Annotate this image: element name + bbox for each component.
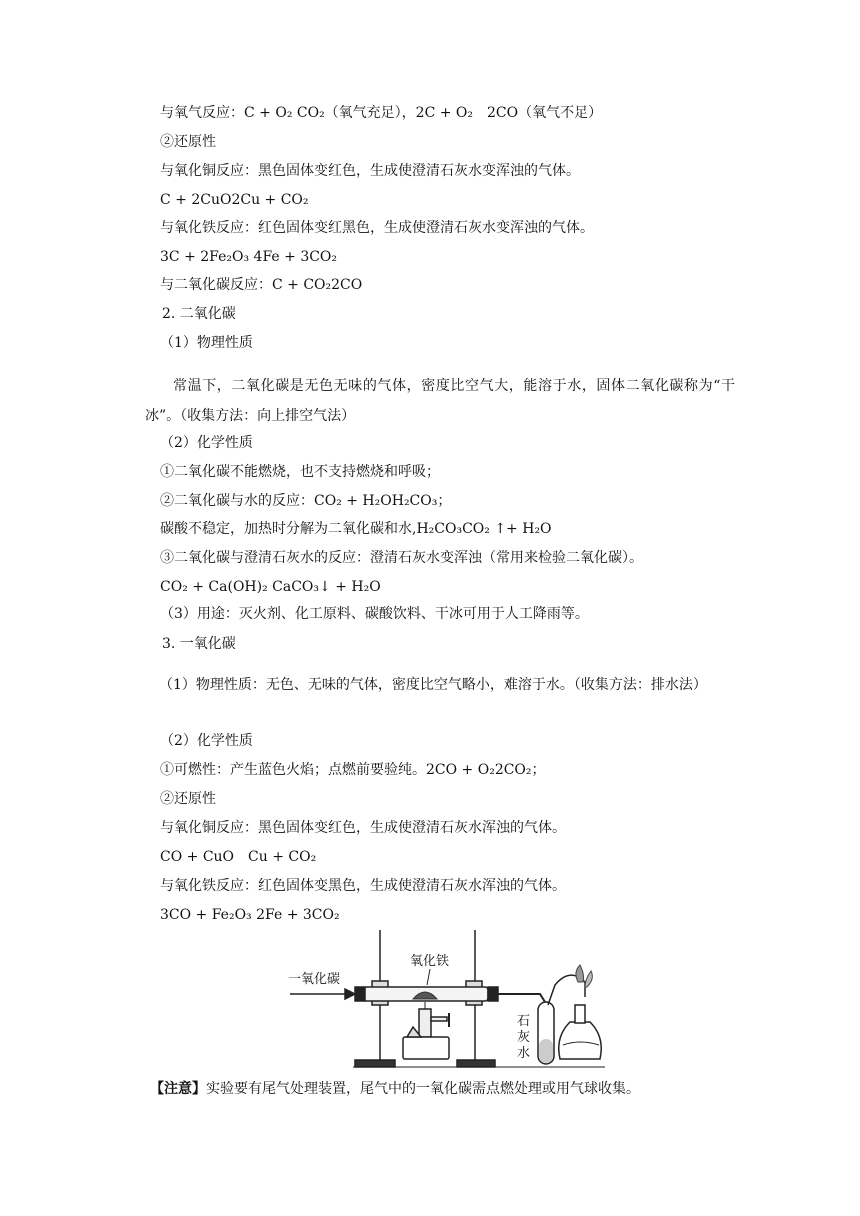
equation: 与二氧化碳反应：C + CO₂2CO (160, 277, 363, 293)
equation: 3CO + Fe₂O₃ 2Fe + 3CO₂ (160, 907, 340, 923)
tail-gas-burner (559, 965, 602, 1059)
text-line: 与氧化铜反应：黑色固体变红色，生成使澄清石灰水变浑浊的气体。 (160, 163, 580, 179)
equation: 3C + 2Fe₂O₃ 4Fe + 3CO₂ (160, 249, 338, 265)
text-line: 与氧化铁反应：红色固体变黑色，生成使澄清石灰水浑浊的气体。 (160, 878, 566, 894)
equation: CO₂ + Ca(OH)₂ CaCO₃↓ + H₂O (160, 579, 381, 595)
text-line: ③二氧化碳与澄清石灰水的反应：澄清石灰水变浑浊（常用来检验二氧化碳）。 (160, 550, 643, 566)
equation: ②二氧化碳与水的反应：CO₂ + H₂OH₂CO₃； (160, 493, 452, 509)
text-line: （3）用途：灭火剂、化工原料、碳酸饮料、干冰可用于人工降雨等。 (160, 606, 589, 622)
text-line: ②还原性 (160, 791, 216, 807)
alcohol-lamp (403, 1002, 449, 1059)
equation: CO + CuO Cu + CO₂ (160, 849, 317, 865)
paragraph: （1）物理性质：无色、无味的气体，密度比空气略小，难溶于水。（收集方法：排水法） (159, 677, 707, 693)
sub-heading: （1）物理性质 (160, 335, 253, 351)
label-limewater-1: 石 (517, 1014, 531, 1029)
text-line: 与氧气反应：C + O₂ CO₂（氧气充足），2C + O₂ 2CO（氧气不足） (160, 105, 603, 121)
note-tag: 【注意】 (150, 1081, 206, 1097)
paragraph: 常温下，二氧化碳是无色无味的气体，密度比空气大，能溶于水，固体二氧化碳称为“干冰”。（收集方法：向上排空气法） (145, 378, 735, 424)
label-carbon-monoxide: 一氧化碳 (288, 972, 341, 987)
equation: C + 2CuO2Cu + CO₂ (160, 192, 309, 208)
glass-tube (355, 987, 498, 1001)
equation: ①可燃性：产生蓝色火焰；点燃前要验纯。2CO + O₂2CO₂； (160, 762, 546, 778)
sub-heading: （2）化学性质 (160, 733, 253, 749)
section-heading: 3. 一氧化碳 (162, 636, 236, 652)
text-line: ①二氧化碳不能燃烧，也不支持燃烧和呼吸； (160, 464, 440, 480)
text-line: 与氧化铜反应：黑色固体变红色，生成使澄清石灰水浑浊的气体。 (160, 820, 566, 836)
inlet-arrow (290, 989, 355, 999)
label-limewater-3: 水 (517, 1046, 531, 1061)
sub-heading: （2）化学性质 (160, 435, 253, 451)
test-tube-limewater (538, 1002, 554, 1064)
note (150, 1079, 640, 1099)
equation: 碳酸不稳定，加热时分解为二氧化碳和水,H₂CO₃CO₂ ↑+ H₂O (160, 521, 552, 537)
co-reduction-apparatus-figure (285, 927, 605, 1072)
note-text: 实验要有尾气处理装置，尾气中的一氧化碳需点燃处理或用气球收集。 (206, 1081, 640, 1097)
text-line: ②还原性 (160, 134, 216, 150)
label-limewater-2: 灰 (517, 1030, 531, 1045)
text-line: 与氧化铁反应：红色固体变红黑色，生成使澄清石灰水变浑浊的气体。 (160, 220, 594, 236)
section-heading: 2. 二氧化碳 (162, 306, 236, 322)
label-iron-oxide: 氧化铁 (410, 954, 450, 969)
